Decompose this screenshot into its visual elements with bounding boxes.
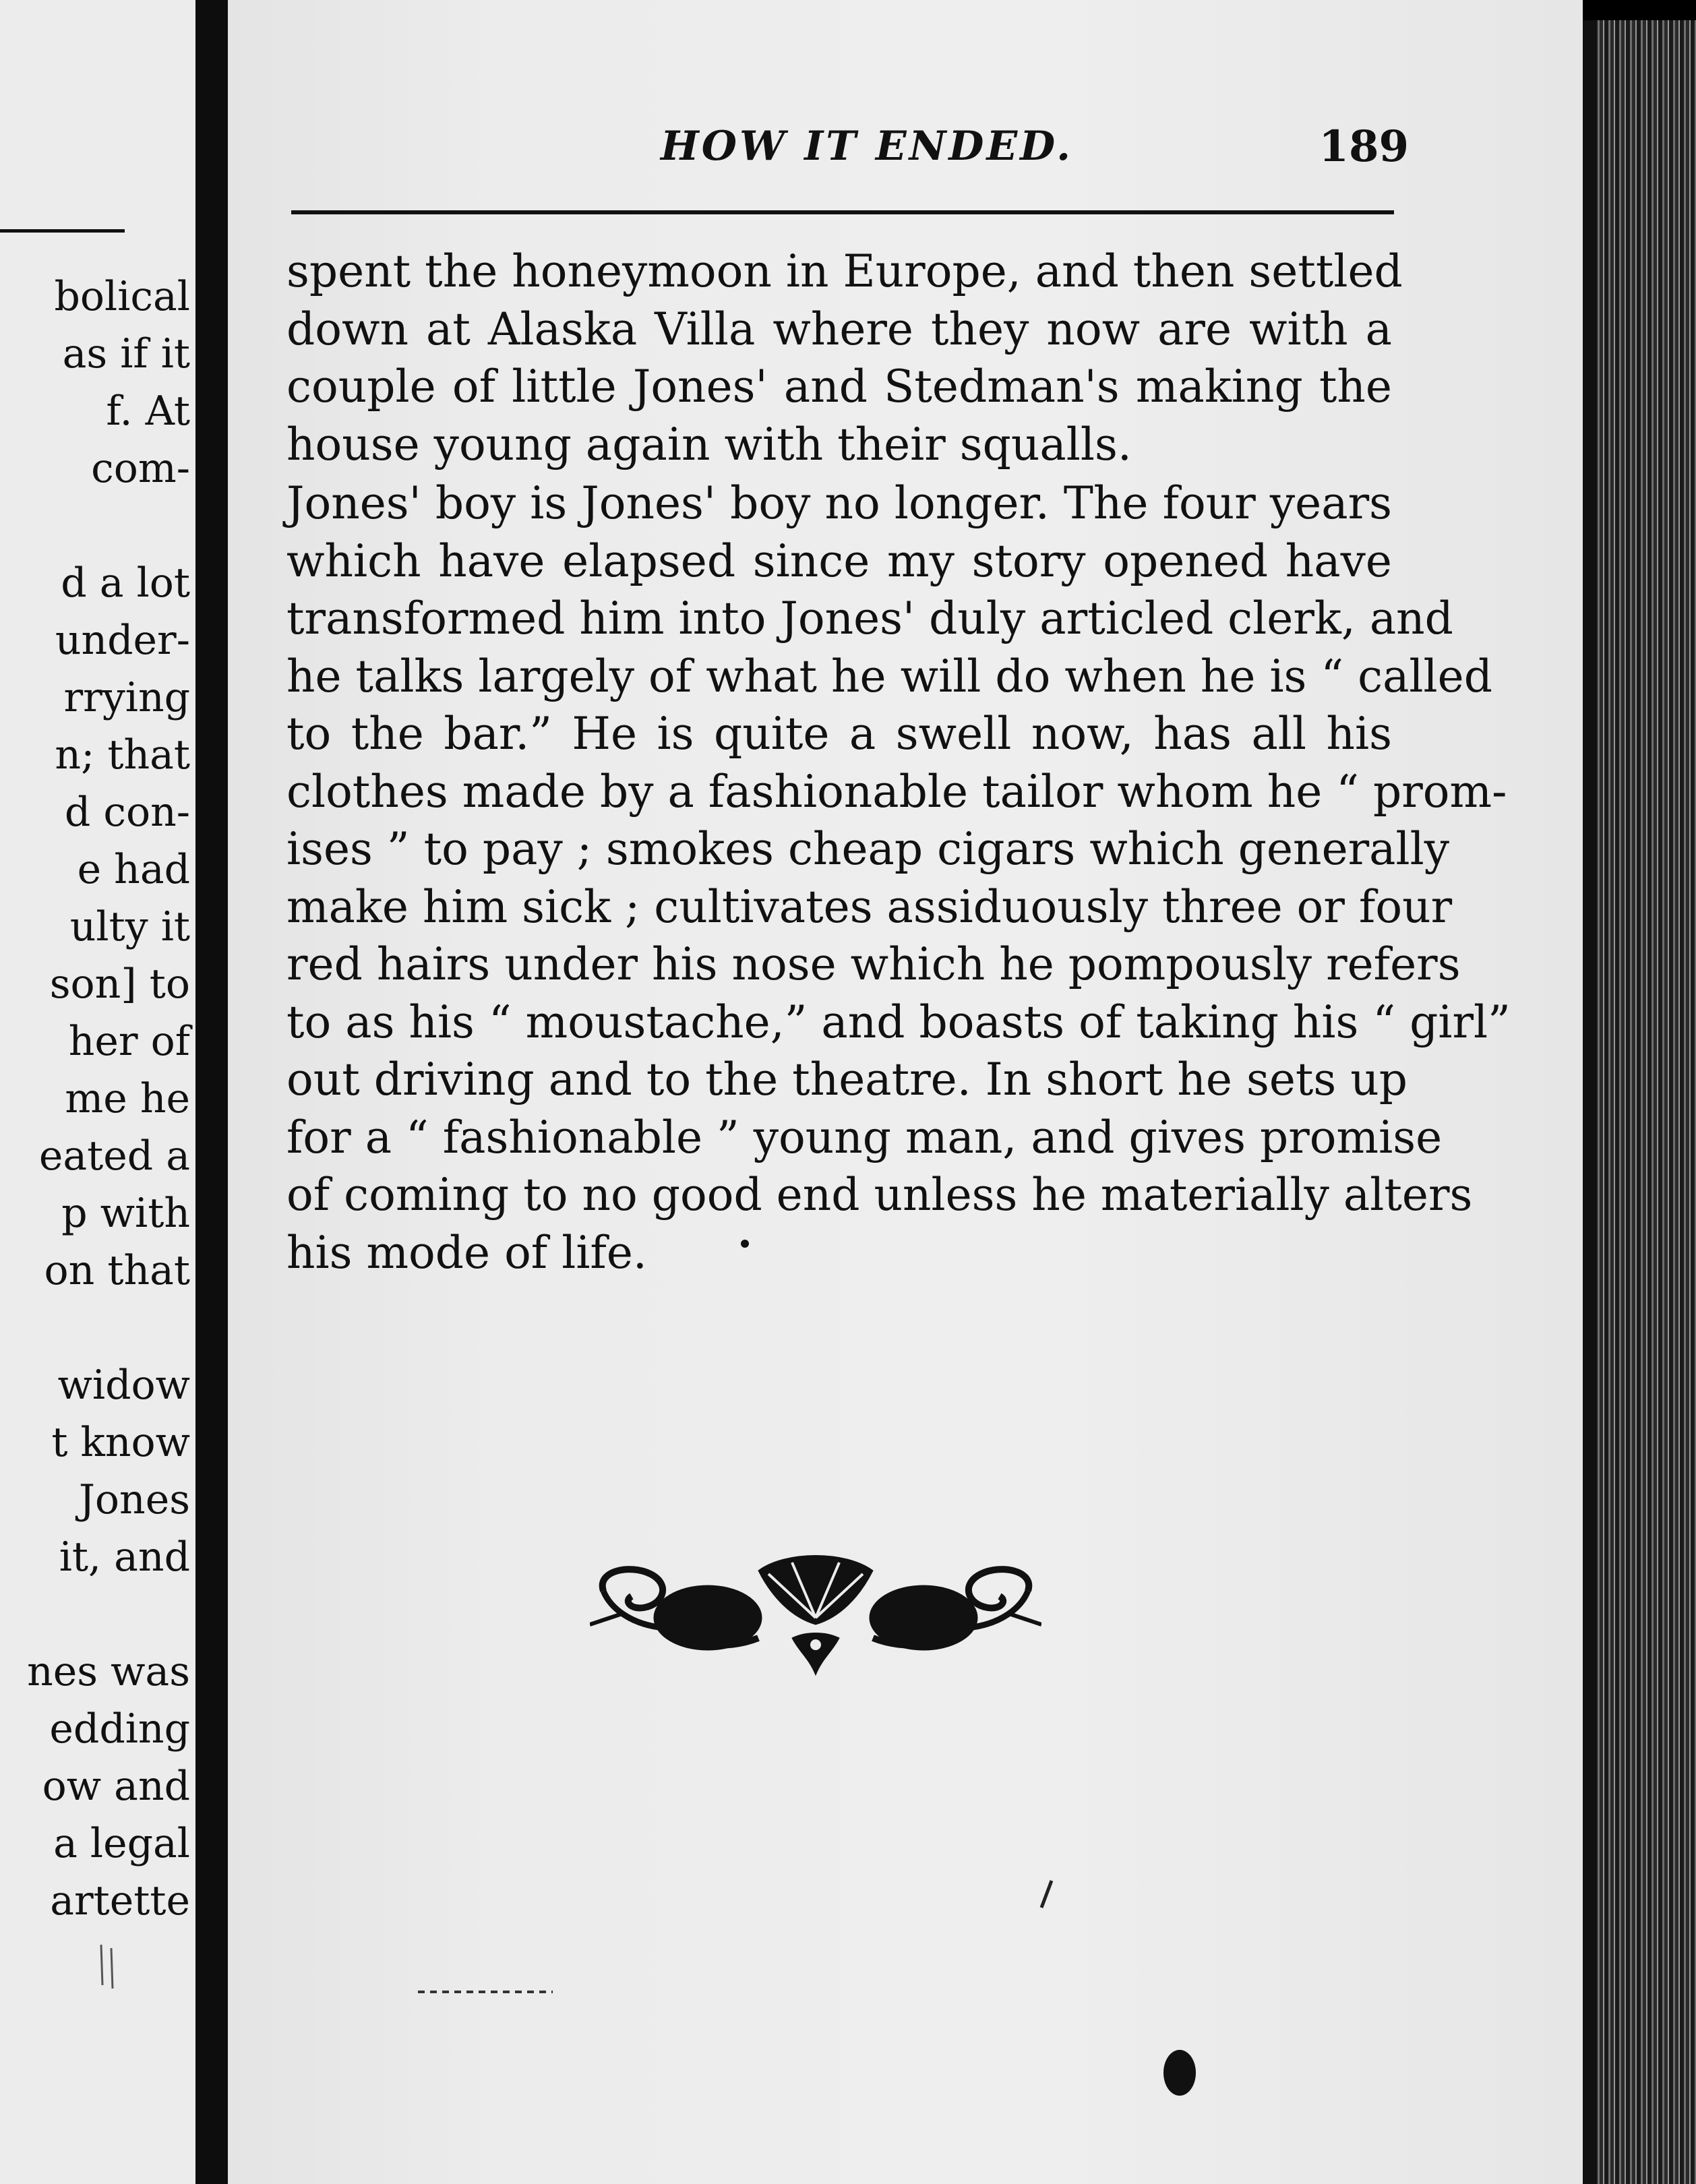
text-line: of coming to no good end unless he materially alters: [286, 1169, 1473, 1221]
previous-page-line: Jones: [78, 1476, 190, 1523]
text-line: to the bar.” He is quite a swell now, has all his: [286, 708, 1392, 760]
text-line: house young again with their squalls.: [286, 418, 1132, 471]
previous-page-line: n; that: [55, 731, 190, 779]
previous-page-line: eated a: [38, 1132, 190, 1180]
text-line: he talks largely of what he will do when he is “ called: [286, 650, 1492, 702]
text-line: make him sick ; cultivates assiduously three or four: [286, 880, 1453, 933]
previous-page-line: under-: [55, 617, 190, 664]
previous-page-line: d con-: [64, 789, 190, 836]
body-text: [286, 243, 1511, 1281]
previous-page-line: edding: [49, 1705, 190, 1753]
previous-page-line: on that: [44, 1247, 190, 1294]
running-title: HOW IT ENDED.: [661, 123, 1073, 170]
text-line: out driving and to the theatre. In short he sets up: [286, 1054, 1408, 1105]
previous-page-line: it, and: [59, 1534, 190, 1581]
previous-page-line: artette: [50, 1877, 190, 1924]
text-line: ises ” to pay ; smokes cheap cigars which generally: [286, 823, 1450, 875]
previous-page-line: a legal: [53, 1820, 190, 1867]
previous-page-line: ulty it: [69, 903, 190, 950]
previous-page-line: t know: [51, 1419, 190, 1466]
page-edge-shadow: [1583, 20, 1596, 2184]
text-line: to as his “ moustache,” and boasts of taking his “ girl”: [286, 996, 1511, 1048]
previous-page-fragment: [0, 0, 195, 2184]
previous-page-line: as if it: [62, 330, 190, 377]
book-gutter: [195, 0, 228, 2184]
tailpiece-ornament-icon: [590, 1544, 1041, 1678]
text-line: for a “ fashionable ” young man, and gives promise: [286, 1111, 1443, 1163]
previous-page-line: her of: [68, 1018, 190, 1065]
previous-page-line: f. At: [106, 388, 190, 435]
text-line: transformed him into Jones' duly articled clerk, and: [286, 593, 1453, 644]
paragraph: [286, 475, 1511, 1281]
previous-page-line: rrying: [63, 674, 190, 721]
previous-page-line: widow: [57, 1362, 190, 1409]
previous-page-line: son] to: [49, 961, 190, 1008]
text-line: spent the honeymoon in Europe, and then settled: [286, 245, 1403, 297]
previous-page-line: com-: [91, 445, 190, 492]
previous-page-rule: [0, 229, 125, 233]
previous-page-line: me he: [65, 1075, 190, 1122]
previous-page-line: ow and: [42, 1763, 190, 1810]
page-block-edge: [1583, 20, 1696, 2184]
text-line: couple of little Jones' and Stedman's making the: [286, 361, 1392, 413]
text-line: his mode of life.: [286, 1226, 647, 1279]
previous-page-line: p with: [61, 1190, 190, 1237]
text-line: down at Alaska Villa where they now are with a: [286, 303, 1392, 355]
previous-page-line: d a lot: [61, 559, 190, 607]
text-line: which have elapsed since my story opened have: [286, 535, 1392, 587]
previous-page-line: nes was: [27, 1648, 190, 1695]
text-line: red hairs under his nose which he pompously refers: [286, 938, 1461, 990]
previous-page-line: e had: [77, 846, 190, 893]
text-line: Jones' boy is Jones' boy no longer. The four years: [286, 477, 1392, 529]
previous-page-line: bolical: [54, 273, 190, 320]
header-rule: [291, 210, 1394, 214]
page-number: 189: [1319, 121, 1409, 172]
text-line: clothes made by a fashionable tailor whom he “ prom-: [286, 765, 1507, 818]
running-header: [472, 116, 1409, 183]
paragraph: [286, 243, 1403, 473]
